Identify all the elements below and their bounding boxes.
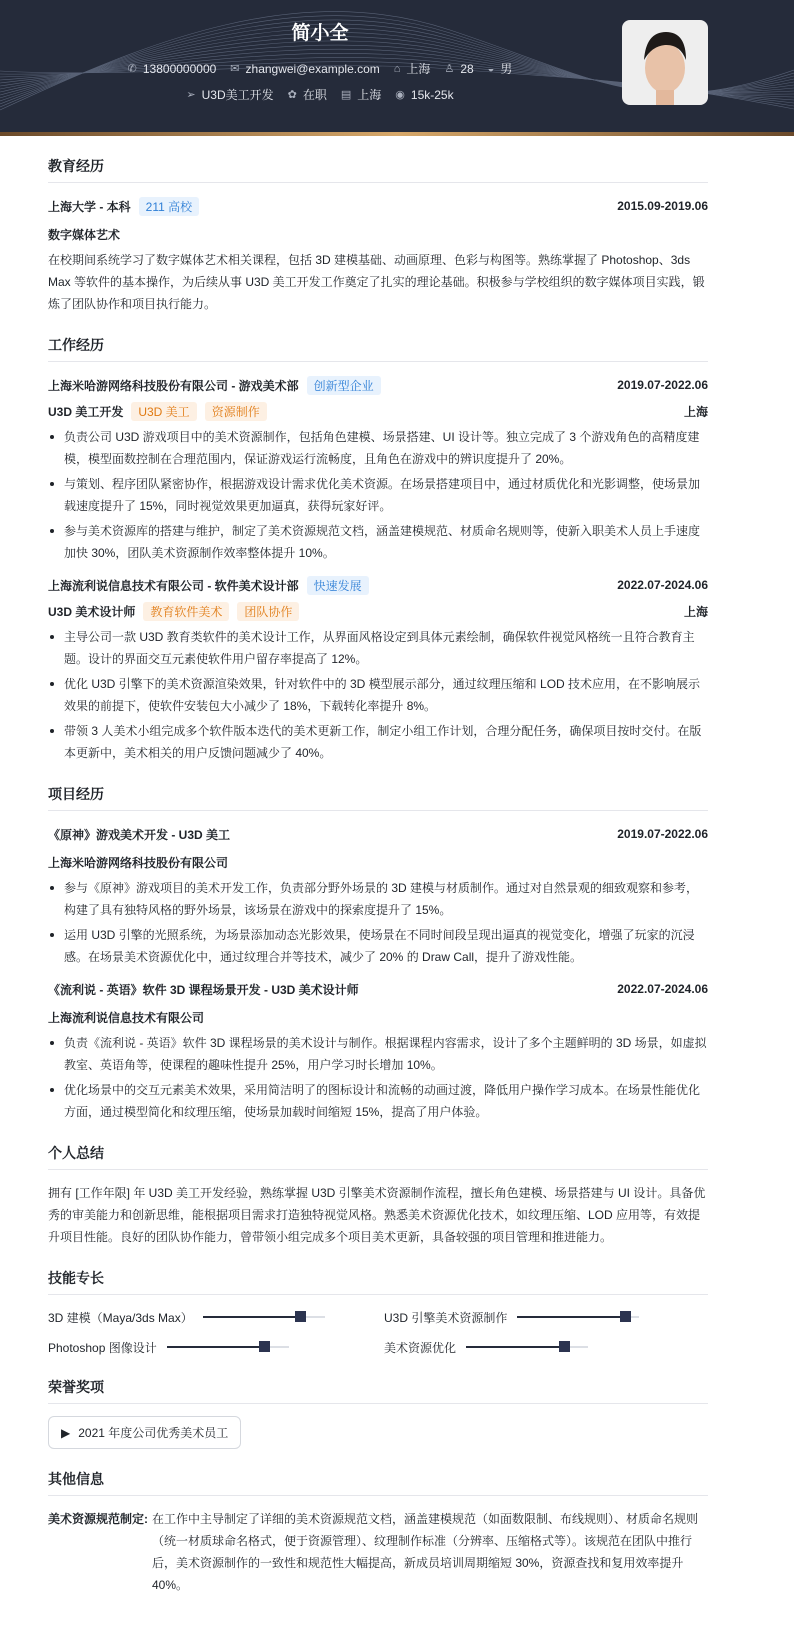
skill-name: 美术资源优化 — [384, 1340, 457, 1355]
skill-item — [48, 1307, 384, 1327]
job-status: 在职 — [302, 88, 327, 102]
skill-bar — [466, 1346, 588, 1348]
bullet-item: 带领 3 人美术小组完成多个软件版本迭代的美术更新工作，制定小组工作计划，合理分配任务，确保项目按时交付。在版本更新中，美术相关的用户反馈问题减少了 40%。 — [48, 720, 708, 764]
building-icon: ▤ — [340, 89, 352, 101]
bullet-item: 优化 U3D 引擎下的美术资源渲染效果，针对软件中的 3D 模型展示部分，通过纹理压缩和 LOD 技术应用，在不影响展示效果的前提下，使软件安装包大小减少了 18%，下载转化率提升 8%。 — [48, 673, 708, 717]
work-date: 2019.07-2022.06 — [617, 378, 708, 392]
phone-icon: ✆ — [127, 63, 137, 75]
skill-bar — [517, 1316, 639, 1318]
project-name: 《流利说 - 英语》软件 3D 课程场景开发 - U3D 美术设计师 — [48, 982, 359, 997]
age: 28 — [460, 61, 474, 76]
bullet-item: 优化场景中的交互元素美术效果，采用简洁明了的图标设计和流畅的动画过渡，降低用户操作学习成本。在场景性能优化方面，通过模型简化和纹理压缩，使场景加载时间缩短 15%，提高了用户体验。 — [48, 1079, 708, 1123]
bullet-item: 主导公司一款 U3D 教育类软件的美术设计工作，从界面风格设定到具体元素绘制，确保软件视觉风格统一且符合教育主题。设计的界面交互元素使软件用户留存率提高了 12%。 — [48, 626, 708, 670]
company-tag: 创新型企业 — [307, 376, 381, 395]
major: 数字媒体艺术 — [48, 227, 121, 242]
skill-item — [48, 1337, 384, 1357]
role-tag: 教育软件美术 — [143, 602, 229, 621]
company: 上海米哈游网络科技股份有限公司 - 游戏美术部 — [48, 378, 299, 393]
role: U3D 美术设计师 — [48, 604, 136, 619]
skill-bar — [203, 1316, 325, 1318]
other-label: 美术资源规范制定: — [48, 1512, 148, 1526]
section-title-skills: 技能专长 — [48, 1268, 708, 1295]
work-date: 2022.07-2024.06 — [617, 578, 708, 592]
work-city: 上海 — [683, 404, 708, 419]
skill-item — [384, 1307, 708, 1327]
mail-icon: ✉ — [230, 63, 240, 75]
school-tag: 211 高校 — [139, 197, 199, 216]
project-company: 上海流利说信息技术有限公司 — [48, 1010, 205, 1025]
section-title-other: 其他信息 — [48, 1469, 708, 1496]
salary: 15k-25k — [410, 87, 454, 102]
skill-thumb — [559, 1341, 570, 1352]
job-row — [0, 86, 640, 103]
skill-bar — [167, 1346, 289, 1348]
school: 上海大学 - 本科 — [48, 199, 131, 214]
status-icon: ✿ — [287, 89, 297, 101]
gender-icon: ◒ — [487, 62, 495, 75]
avatar — [622, 20, 708, 105]
contact-row — [0, 60, 640, 77]
bullet-item: 运用 U3D 引擎的光照系统，为场景添加动态光影效果，使场景在不同时间段呈现出逼真的视觉变化，增强了玩家的沉浸感。在场景美术资源优化中，通过纹理合并等技术，减少了 20% 的 Draw Call，提升了游戏性能。 — [48, 924, 708, 968]
skill-name: 3D 建模（Maya/3ds Max） — [48, 1310, 193, 1325]
section-title-awards: 荣誉奖项 — [48, 1377, 708, 1404]
skill-name: U3D 引擎美术资源制作 — [384, 1310, 508, 1325]
cake-icon: ♙ — [444, 63, 455, 75]
work-item — [48, 574, 708, 764]
work-item — [48, 374, 708, 564]
caret-right-icon: ▶ — [61, 1425, 71, 1440]
skill-fill — [203, 1316, 301, 1318]
skill-name: Photoshop 图像设计 — [48, 1340, 157, 1355]
edu-desc: 在校期间系统学习了数字媒体艺术相关课程，包括 3D 建模基础、动画原理、色彩与构图等。熟练掌握了 Photoshop、3ds Max 等软件的基本操作，为后续从事 U3D 美工开发工作奠定了扎实的理论基础。积极参与学校组织的数字媒体项目实践，锻炼了团队协作和项目执行能力。 — [48, 253, 705, 311]
bullet-item: 与策划、程序团队紧密协作，根据游戏设计需求优化美术资源。在场景搭建项目中，通过材质优化和光影调整，使场景加载速度提升了 15%，同时视觉效果更加逼真，获得玩家好评。 — [48, 473, 708, 517]
section-title-education: 教育经历 — [48, 156, 708, 183]
header-divider — [0, 132, 794, 136]
summary-text: 拥有 [工作年限] 年 U3D 美工开发经验，熟练掌握 U3D 引擎美术资源制作流程，擅长角色建模、场景搭建与 UI 设计。具备优秀的审美能力和创新思维，能根据项目需求打造独特视觉风格。熟悉美术资源优化技术，如纹理压缩、LOD 应用等，有效提升项目性能。良好的团队协作能力，曾带领小组完成多个项目美术更新，具备较强的项目管理和推进能力。 — [48, 1186, 706, 1244]
email: zhangwei@example.com — [245, 61, 380, 76]
bullet-item: 参与美术资源库的搭建与维护，制定了美术资源规范文档，涵盖建模规范、材质命名规则等，使新入职美术人员上手速度加快 30%，团队美术资源制作效率整体提升 10%。 — [48, 520, 708, 564]
project-date: 2019.07-2022.06 — [617, 827, 708, 841]
project-item — [48, 978, 708, 1123]
project-date: 2022.07-2024.06 — [617, 982, 708, 996]
bullet-item: 参与《原神》游戏项目的美术开发工作，负责部分野外场景的 3D 建模与材质制作。通过对自然景观的细致观察和参考，构建了具有独特风格的野外场景，该场景在游戏中的探索度提升了 15%。 — [48, 877, 708, 921]
gender: 男 — [500, 62, 513, 76]
skill-thumb — [295, 1311, 306, 1322]
send-icon: ➢ — [186, 89, 196, 101]
candidate-name: 简小全 — [291, 23, 349, 44]
company: 上海流利说信息技术有限公司 - 软件美术设计部 — [48, 578, 299, 593]
role-tag: 资源制作 — [205, 402, 267, 421]
skill-item — [384, 1337, 708, 1357]
role: U3D 美工开发 — [48, 404, 124, 419]
skill-thumb — [620, 1311, 631, 1322]
project-company: 上海米哈游网络科技股份有限公司 — [48, 855, 229, 870]
phone: 13800000000 — [142, 61, 217, 76]
home-icon: ⌂ — [393, 62, 401, 75]
edu-date: 2015.09-2019.06 — [617, 199, 708, 213]
job-intention: U3D美工开发 — [201, 88, 274, 102]
skill-thumb — [259, 1341, 270, 1352]
award-item[interactable] — [48, 1416, 241, 1449]
work-city: 上海 — [683, 604, 708, 619]
bullet-item: 负责《流利说 - 英语》软件 3D 课程场景的美术设计与制作。根据课程内容需求，设计了多个主题鲜明的 3D 场景，如虚拟教室、英语角等，使课程的趣味性提升 25%，用户学习时长增加 10%。 — [48, 1032, 708, 1076]
skill-fill — [167, 1346, 265, 1348]
bullet-item: 负责公司 U3D 游戏项目中的美术资源制作，包括角色建模、场景搭建、UI 设计等。独立完成了 3 个游戏角色的高精度建模，模型面数控制在合理范围内，保证游戏运行流畅度，且角色在游戏中的辨识度提升了 20%。 — [48, 426, 708, 470]
section-title-projects: 项目经历 — [48, 784, 708, 811]
salary-icon: ◉ — [395, 89, 405, 101]
role-tag: U3D 美工 — [131, 402, 196, 421]
location: 上海 — [406, 62, 431, 76]
role-tag: 团队协作 — [237, 602, 299, 621]
other-text: 在工作中主导制定了详细的美术资源规范文档，涵盖建模规范（如面数限制、布线规则）、材质命名规则（统一材质球命名格式，便于资源管理）、纹理制作标准（分辨率、压缩格式等）。该规范在团队中推行后，美术资源制作的一致性和规范性大幅提高，新成员培训周期缩短 30%，资源查找和复用效率提升 40%。 — [152, 1512, 699, 1592]
skill-fill — [517, 1316, 624, 1318]
section-title-work: 工作经历 — [48, 335, 708, 362]
section-title-summary: 个人总结 — [48, 1143, 708, 1170]
company-tag: 快速发展 — [307, 576, 369, 595]
resume-header — [0, 0, 794, 132]
project-name: 《原神》游戏美术开发 - U3D 美工 — [48, 827, 231, 842]
project-item — [48, 823, 708, 968]
award-label: 2021 年度公司优秀美术员工 — [78, 1426, 229, 1440]
target-city: 上海 — [357, 88, 382, 102]
skill-fill — [466, 1346, 564, 1348]
